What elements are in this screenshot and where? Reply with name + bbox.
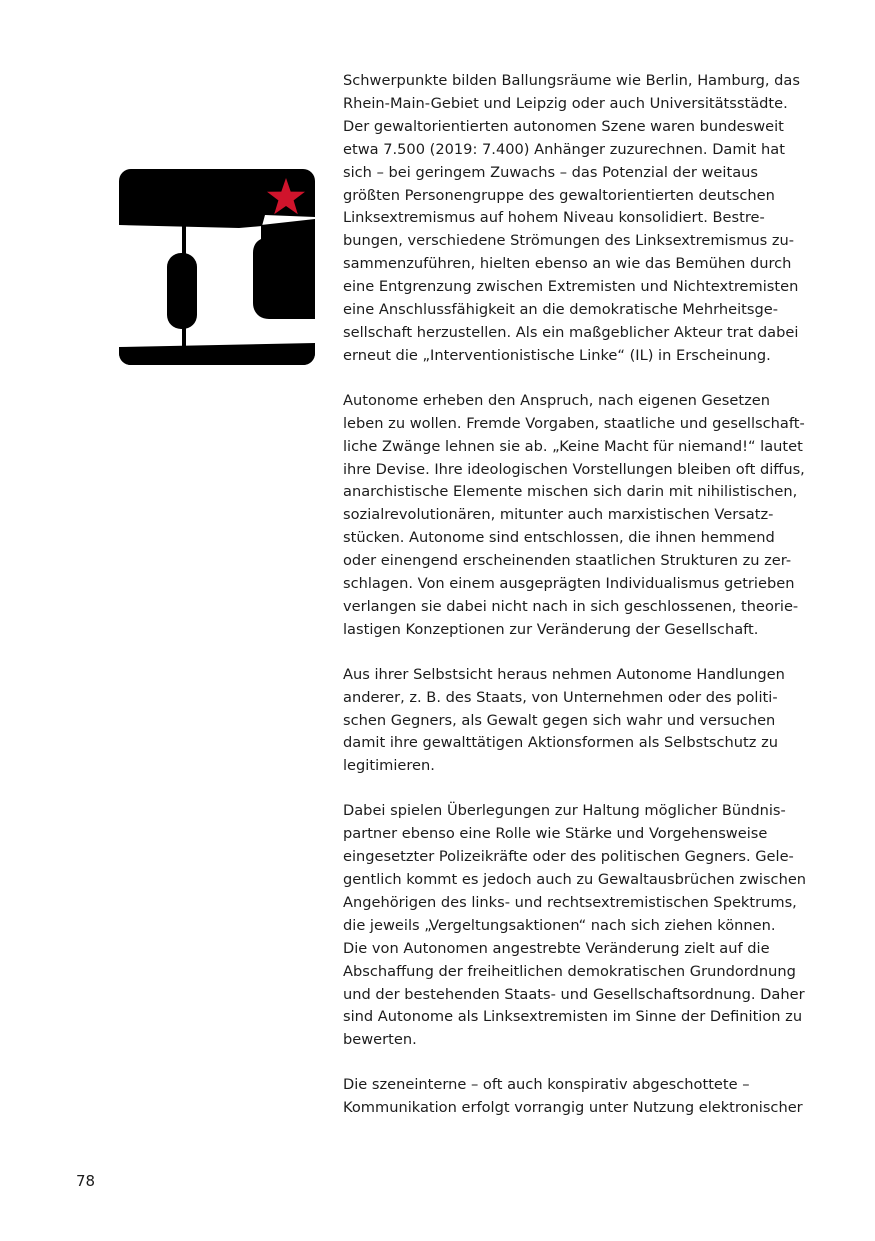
text-line: stücken. Autonome sind entschlossen, die ihnen hemmend	[343, 529, 775, 547]
body-paragraph	[343, 1074, 813, 1120]
text-line: Linksextremismus auf hohem Niveau konsolidiert. Bestre-	[343, 209, 765, 227]
text-line: erneut die „Interventionistische Linke“ (IL) in Erscheinung.	[343, 346, 771, 364]
text-line: Dabei spielen Überlegungen zur Haltung möglicher Bündnis-	[343, 802, 786, 820]
text-line: schlagen. Von einem ausgeprägten Individualismus getrieben	[343, 575, 795, 593]
text-line: ihre Devise. Ihre ideologischen Vorstellungen bleiben oft diffus,	[343, 460, 805, 478]
text-line: bewerten.	[343, 1031, 417, 1049]
text-line: Autonome erheben den Anspruch, nach eigenen Gesetzen	[343, 391, 770, 409]
text-line: gentlich kommt es jedoch auch zu Gewaltausbrüchen zwischen	[343, 871, 807, 888]
text-line: schen Gegners, als Gewalt gegen sich wahr und versuchen	[343, 711, 776, 729]
left-extremism-category-icon	[119, 169, 315, 365]
body-paragraph	[343, 800, 813, 1052]
text-line: oder einengend erscheinenden staatlichen Strukturen zu zer-	[343, 552, 792, 570]
page-number: 78	[76, 1172, 96, 1190]
body-paragraph	[343, 70, 813, 368]
text-line: sellschaft herzustellen. Als ein maßgeblicher Akteur trat dabei	[343, 323, 799, 341]
text-line: sammenzuführen, hielten ebenso an wie das Bemühen durch	[343, 255, 792, 273]
text-line: Die szeneinterne – oft auch konspirativ abgeschottete –	[343, 1076, 750, 1094]
text-line: die jeweils „Vergeltungsaktionen“ nach sich ziehen können.	[343, 916, 776, 934]
text-line: anderer, z. B. des Staats, von Unternehmen oder des politi-	[343, 688, 778, 706]
text-line: größten Personengruppe des gewaltorientierten deutschen	[343, 186, 775, 204]
text-line: eingesetzter Polizeikräfte oder des politischen Gegners. Gele-	[343, 848, 794, 866]
text-line: Rhein-Main-Gebiet und Leipzig oder auch Universitätsstädte.	[343, 94, 788, 112]
text-line: lastigen Konzeptionen zur Veränderung der Gesellschaft.	[343, 620, 759, 638]
body-paragraph	[343, 390, 813, 642]
text-line: Schwerpunkte bilden Ballungsräume wie Berlin, Hamburg, das	[343, 72, 800, 89]
text-line: verlangen sie dabei nicht nach in sich geschlossenen, theorie-	[343, 597, 799, 615]
text-line: bungen, verschiedene Strömungen des Linksextremismus zu-	[343, 232, 795, 250]
text-line: sich – bei geringem Zuwachs – das Potenzial der weitaus	[343, 163, 758, 181]
body-paragraph	[343, 664, 813, 779]
text-line: Kommunikation erfolgt vorrangig unter Nutzung elektronischer	[343, 1099, 803, 1117]
text-line: sind Autonome als Linksextremisten im Sinne der Definition zu	[343, 1008, 803, 1026]
text-line: Der gewaltorientierten autonomen Szene waren bundesweit	[343, 117, 784, 135]
fist-star-icon	[119, 169, 315, 365]
text-line: und der bestehenden Staats- und Gesellschaftsordnung. Daher	[343, 985, 805, 1003]
text-line: Die von Autonomen angestrebte Veränderung zielt auf die	[343, 939, 770, 957]
article-body	[343, 70, 813, 1142]
text-line: Abschaffung der freiheitlichen demokratischen Grundordnung	[343, 962, 796, 980]
text-line: eine Anschlussfähigkeit an die demokratische Mehrheitsge-	[343, 301, 778, 319]
text-line: Aus ihrer Selbstsicht heraus nehmen Autonome Handlungen	[343, 665, 785, 683]
text-line: etwa 7.500 (2019: 7.400) Anhänger zuzurechnen. Damit hat	[343, 140, 785, 158]
text-line: partner ebenso eine Rolle wie Stärke und Vorgehensweise	[343, 825, 768, 843]
text-line: sozialrevolutionären, mitunter auch marxistischen Versatz-	[343, 506, 774, 524]
text-line: eine Entgrenzung zwischen Extremisten und Nichtextremisten	[343, 278, 799, 296]
text-line: legitimieren.	[343, 757, 435, 775]
text-line: Angehörigen des links- und rechtsextremistischen Spektrums,	[343, 893, 797, 911]
text-line: liche Zwänge lehnen sie ab. „Keine Macht für niemand!“ lautet	[343, 437, 803, 455]
text-line: leben zu wollen. Fremde Vorgaben, staatliche und gesellschaft-	[343, 414, 805, 432]
text-line: damit ihre gewalttätigen Aktionsformen als Selbstschutz zu	[343, 734, 778, 752]
text-line: anarchistische Elemente mischen sich darin mit nihilistischen,	[343, 483, 798, 501]
